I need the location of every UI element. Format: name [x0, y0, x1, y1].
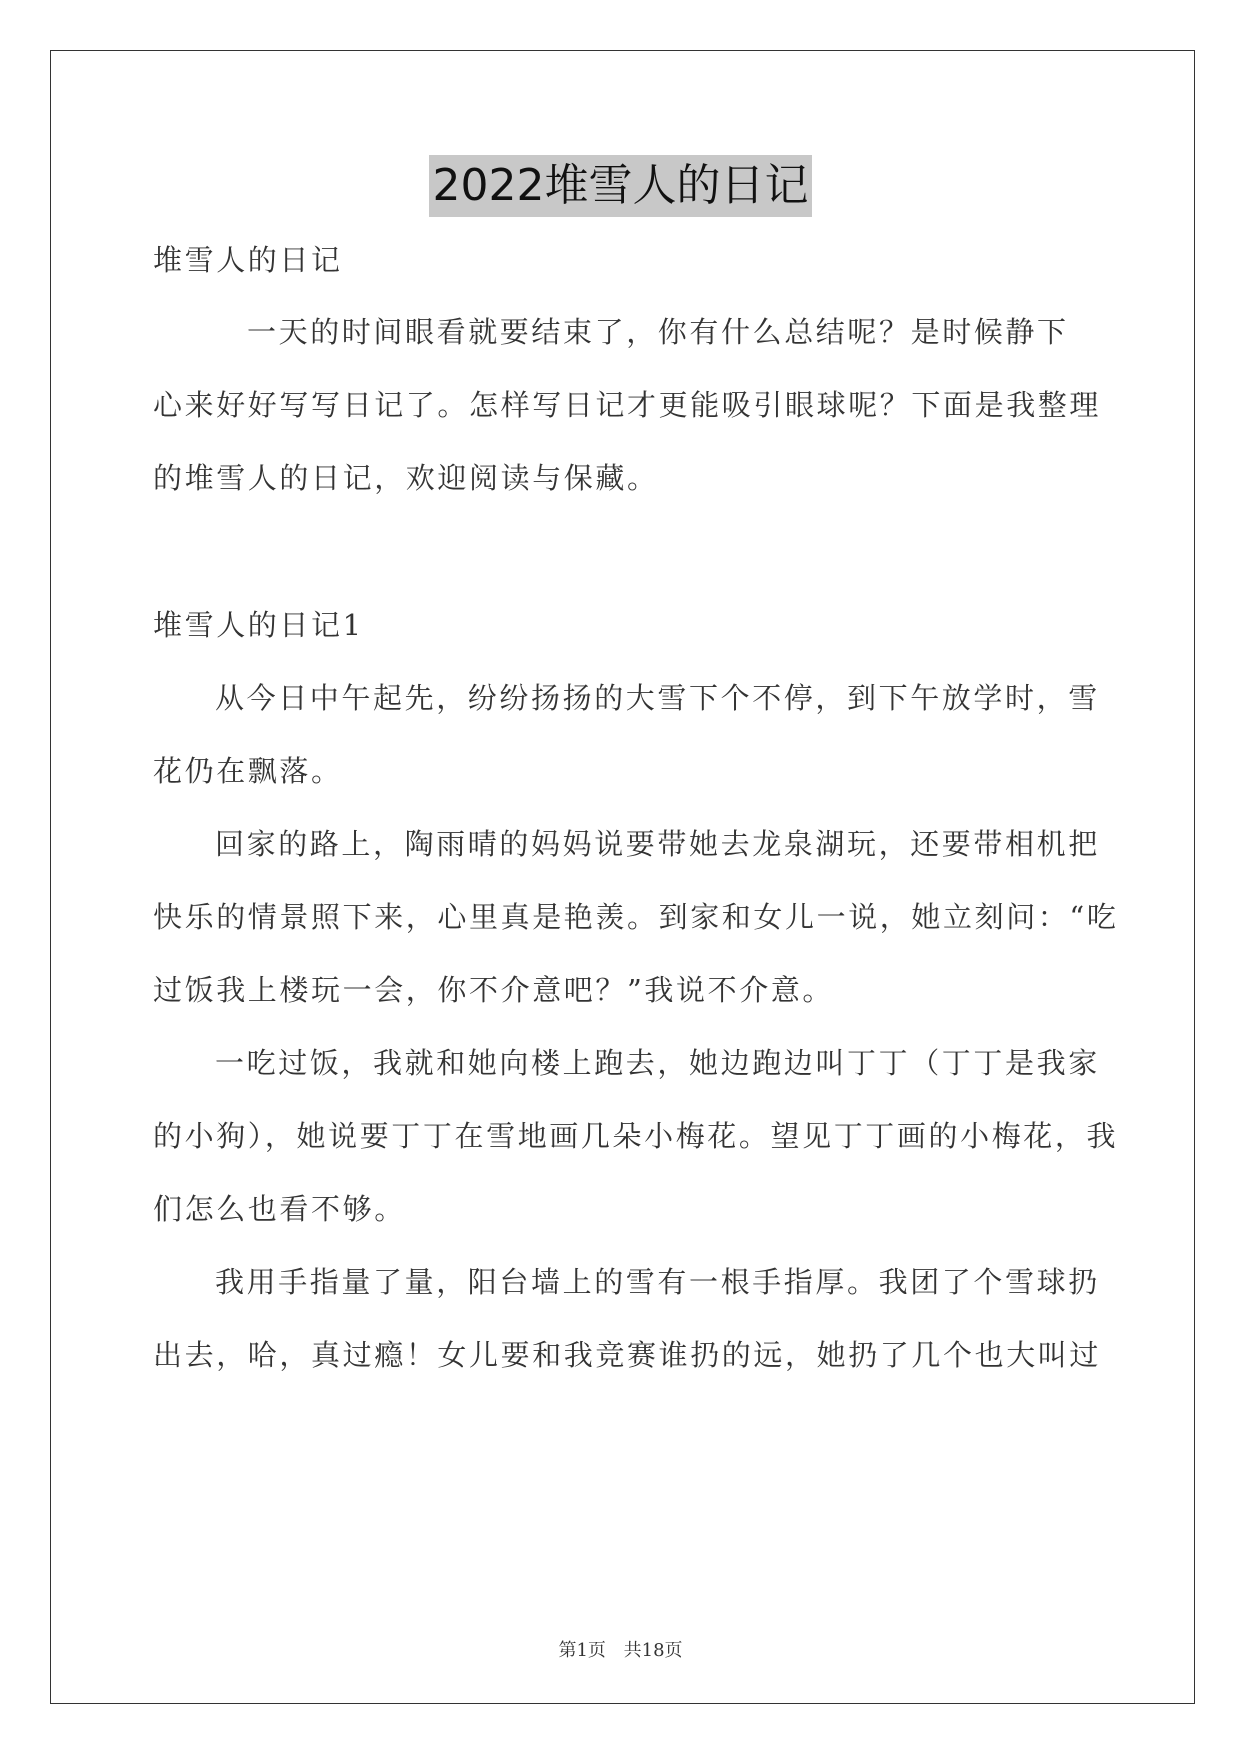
- paragraph-line: 一吃过饭，我就和她向楼上跑去，她边跑边叫丁丁（丁丁是我家: [215, 1046, 1100, 1080]
- paragraph-line: 们怎么也看不够。: [153, 1192, 406, 1226]
- page-number: 第1页: [558, 1640, 606, 1661]
- title-container: [0, 155, 1241, 217]
- paragraph-line: 过饭我上楼玩一会，你不介意吧？”我说不介意。: [153, 973, 835, 1007]
- paragraph-line: 从今日中午起先，纷纷扬扬的大雪下个不停，到下午放学时，雪: [215, 681, 1100, 715]
- page-border: [50, 50, 1195, 1704]
- paragraph-line: 的小狗），她说要丁丁在雪地画几朵小梅花。望见丁丁画的小梅花，我: [153, 1119, 1119, 1153]
- paragraph-line: 回家的路上，陶雨晴的妈妈说要带她去龙泉湖玩，还要带相机把: [215, 827, 1100, 861]
- paragraph-line: 心来好好写写日记了。怎样写日记才更能吸引眼球呢？下面是我整理: [153, 388, 1102, 422]
- section-heading: 堆雪人的日记1: [153, 608, 364, 642]
- document-title: 2022堆雪人的日记: [429, 155, 813, 217]
- paragraph-line: 出去，哈，真过瘾！女儿要和我竞赛谁扔的远，她扔了几个也大叫过: [153, 1338, 1102, 1372]
- paragraph-line: 一天的时间眼看就要结束了，你有什么总结呢？是时候静下: [247, 315, 1069, 349]
- paragraph-line: 我用手指量了量，阳台墙上的雪有一根手指厚。我团了个雪球扔: [215, 1265, 1100, 1299]
- page-total: 共18页: [623, 1640, 683, 1661]
- paragraph-line: 花仍在飘落。: [153, 754, 343, 788]
- page-footer: [0, 1636, 1241, 1662]
- paragraph-line: 快乐的情景照下来，心里真是艳羡。到家和女儿一说，她立刻问：“吃: [153, 900, 1119, 934]
- subtitle-line: 堆雪人的日记: [153, 243, 343, 277]
- paragraph-line: 的堆雪人的日记，欢迎阅读与保藏。: [153, 461, 659, 495]
